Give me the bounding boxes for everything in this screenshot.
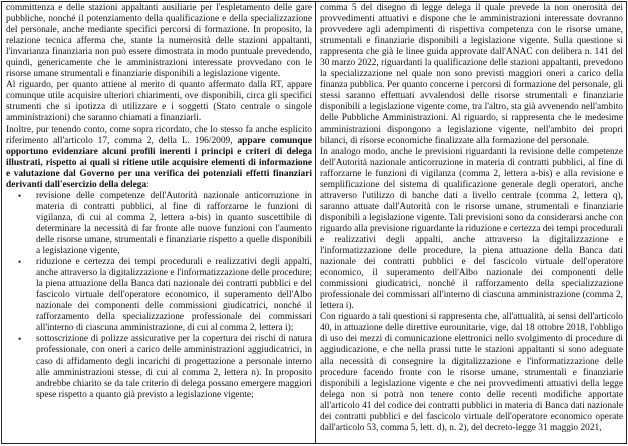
left-paragraph-3-emphasis: appare comunque opportuno evidenziare alcuni profili inerenti i principi e criteri di delega illustrati, rispetto ai quali si ritiene utile acquisire elementi di informazione e valutazione dal Governo per una verifica dei potenziali effetti finanziari derivanti dall'esercizio della delega	[6, 135, 312, 190]
right-paragraph-2: In analogo modo, anche le previsioni riguardanti la revisione delle competenze dell'Autorità nazionale anticorruzione in materia di contratti pubblici, al fine di rafforzarne le funzioni di vigilanza (comma 2, lettera a-bis) e alla revisione e semplificazione del sistema di qualificazione generale degli operatori, anche attraverso l'utilizzo di banche dati a livello centrale (comma 2, lettera q), saranno attuate dall'Autorità con le risorse umane, strumentali e finanziarie disponibili a legislazione vigente. Tali previsioni sono da considerarsi anche con riguardo alla previsione riguardante la riduzione e certezza dei tempi procedurali e realizzativi degli appalti, anche attraverso la digitalizzazione e l'informatizzazione delle procedure, la piena attuazione della Banca dati nazionale dei contratti pubblici e del fascicolo virtuale dell'operatore economico, il superamento dell'Albo nazionale dei componenti delle commissioni giudicatrici, nonché il rafforzamento della specializzazione professionale dei commissari all'interno di ciascuna amministrazione (comma 2, lettera i).	[320, 146, 623, 312]
right-column	[316, 2, 626, 443]
list-item	[6, 334, 312, 400]
bullet-icon: •	[18, 334, 22, 345]
bullet-icon: •	[18, 257, 22, 268]
list-item	[6, 257, 312, 334]
criteria-list	[6, 191, 312, 401]
left-paragraph-1: committenza e delle stazioni appaltanti ausiliarie per l'espletamento delle gare pubbliche, nonché il potenziamento della qualificazione e della specializzazione del personale, anche mediante specifici percorsi di formazione. In proposito, la relazione tecnica afferma che, stante la numerosità delle stazioni appaltanti, l'invarianza finanziaria non può essere dimostrata in modo puntuale prevedendo, quindi, genericamente che le amministrazioni interessate provvedano con le risorse umane strumentali e finanziarie disponibili a legislazione vigente.	[6, 3, 312, 80]
left-paragraph-2: Al riguardo, per quanto attiene al merito di quanto affermato dalla RT, appare comunque utile acquisire ulteriori chiarimenti, ove disponibili, circa gli specifici strumenti che si ipotizza di utilizzare e i soggetti (Stato centrale o singole amministrazioni) che saranno chiamati a finanziarli.	[6, 80, 312, 124]
right-paragraph-3: Con riguardo a tali questioni si rappresenta che, all'attualità, ai sensi dell'articolo 40, in attuazione delle direttive eurounitarie, vige, dal 18 ottobre 2018, l'obbligo di uso dei mezzi di comunicazione elettronici nello svolgimento di procedure di aggiudicazione, e che nella prassi tutte le stazioni appaltanti si sono adeguate alla necessità di consegnire la digitalizzazione e l'informatizzazione delle procedure facendo fronte con le risorse umane, strumentali e finanziarie disponibili a legislazione vigente e che nei provvedimenti attuativi della legge delega non si potrà non tenere conto delle recenti modifiche apportate all'articolo 41 del codice dei contratti pubblici in materia di Banca dati nazionale dei contratti pubblici e del fascicolo virtuale dell'operatore economico operate dall'articolo 53, comma 5, lett. d), n. 2), del decreto-legge 31 maggio 2021,	[320, 312, 623, 433]
bullet-icon: •	[18, 190, 22, 201]
right-paragraph-1: comma 5 del disegno di legge delega il quale prevede la non onerosità dei provvedimenti attuativi e dispone che le amministrazioni interessate dovranno provvedere agli adempimenti di rispettiva competenza con le risorse umane, strumentali e finanziarie disponibili a legislazione vigente. Sulla questione si rappresenta che già le linee guida approvate dall'ANAC con delibera n. 141 del 30 marzo 2022, riguardanti la qualificazione delle stazioni appaltanti, prevedono la specializzazione nel quale non sono previsti maggiori oneri a carico della finanza pubblica. Per quanto concerne i percorsi di formazione del personale, gli stessi saranno effettuati avvalendosi delle risorse strumentali e finanziarie disponibili a legislazione vigente come, tra l'altro, sta già avvenendo nell'ambito delle Pubbliche Amministrazioni. Al riguardo, si rappresenta che le medesime amministrazioni dispongono a legislazione vigente, nell'ambito dei propri bilanci, di risorse economiche finalizzate alla formazione del personale.	[320, 3, 623, 146]
left-paragraph-3-text: Inoltre, pur tenendo conto, come sopra ricordato, che lo stesso fa anche esplicito riferimento all'articolo 17, comma 2, della L. 196/2009,	[6, 124, 312, 146]
list-item	[6, 191, 312, 257]
list-item-text: revisione delle competenze dell'Autorità nazionale anticorruzione in materia di contratti pubblici, al fine di rafforzarne le funzioni di vigilanza, di cui al comma 2, lettera a-bis) in quanto suscettibile di determinare la necessità di far fronte alle nuove funzioni con l'aumento delle risorse umane, strumentali e finanziarie rispetto a quelle disponibili a legislazione vigente,	[36, 190, 312, 257]
left-paragraph-3-colon: :	[146, 179, 149, 190]
left-column	[2, 2, 316, 443]
document-page	[1, 1, 627, 444]
left-paragraph-3	[6, 125, 312, 191]
list-item-text: riduzione e certezza dei tempi procedurali e realizzativi degli appalti, anche attraverso la digitalizzazione e l'informatizzazione delle procedure; la piena attuazione della Banca dati nazionale dei contratti pubblici e del fascicolo virtuale dell'operatore economico, il superamento dell'Albo nazionale dei componenti delle commissioni giudicatrici, nonché il rafforzamento della specializzazione professionale dei commissari all'interno di ciascuna amministrazione, di cui al comma 2, lettera i);	[36, 257, 312, 334]
list-item-text: sottoscrizione di polizze assicurative per la copertura dei rischi di natura professionale, con oneri a carico delle amministrazioni aggiudicatrici, in caso di affidamento degli incarichi di progettazione a personale interno alle amministrazioni stesse, di cui al comma 2, lettera n). In proposito andrebbe chiarito se da tale criterio di delega possano emergere maggiori spese rispetto a quanto già previsto a legislazione vigente;	[36, 334, 312, 400]
